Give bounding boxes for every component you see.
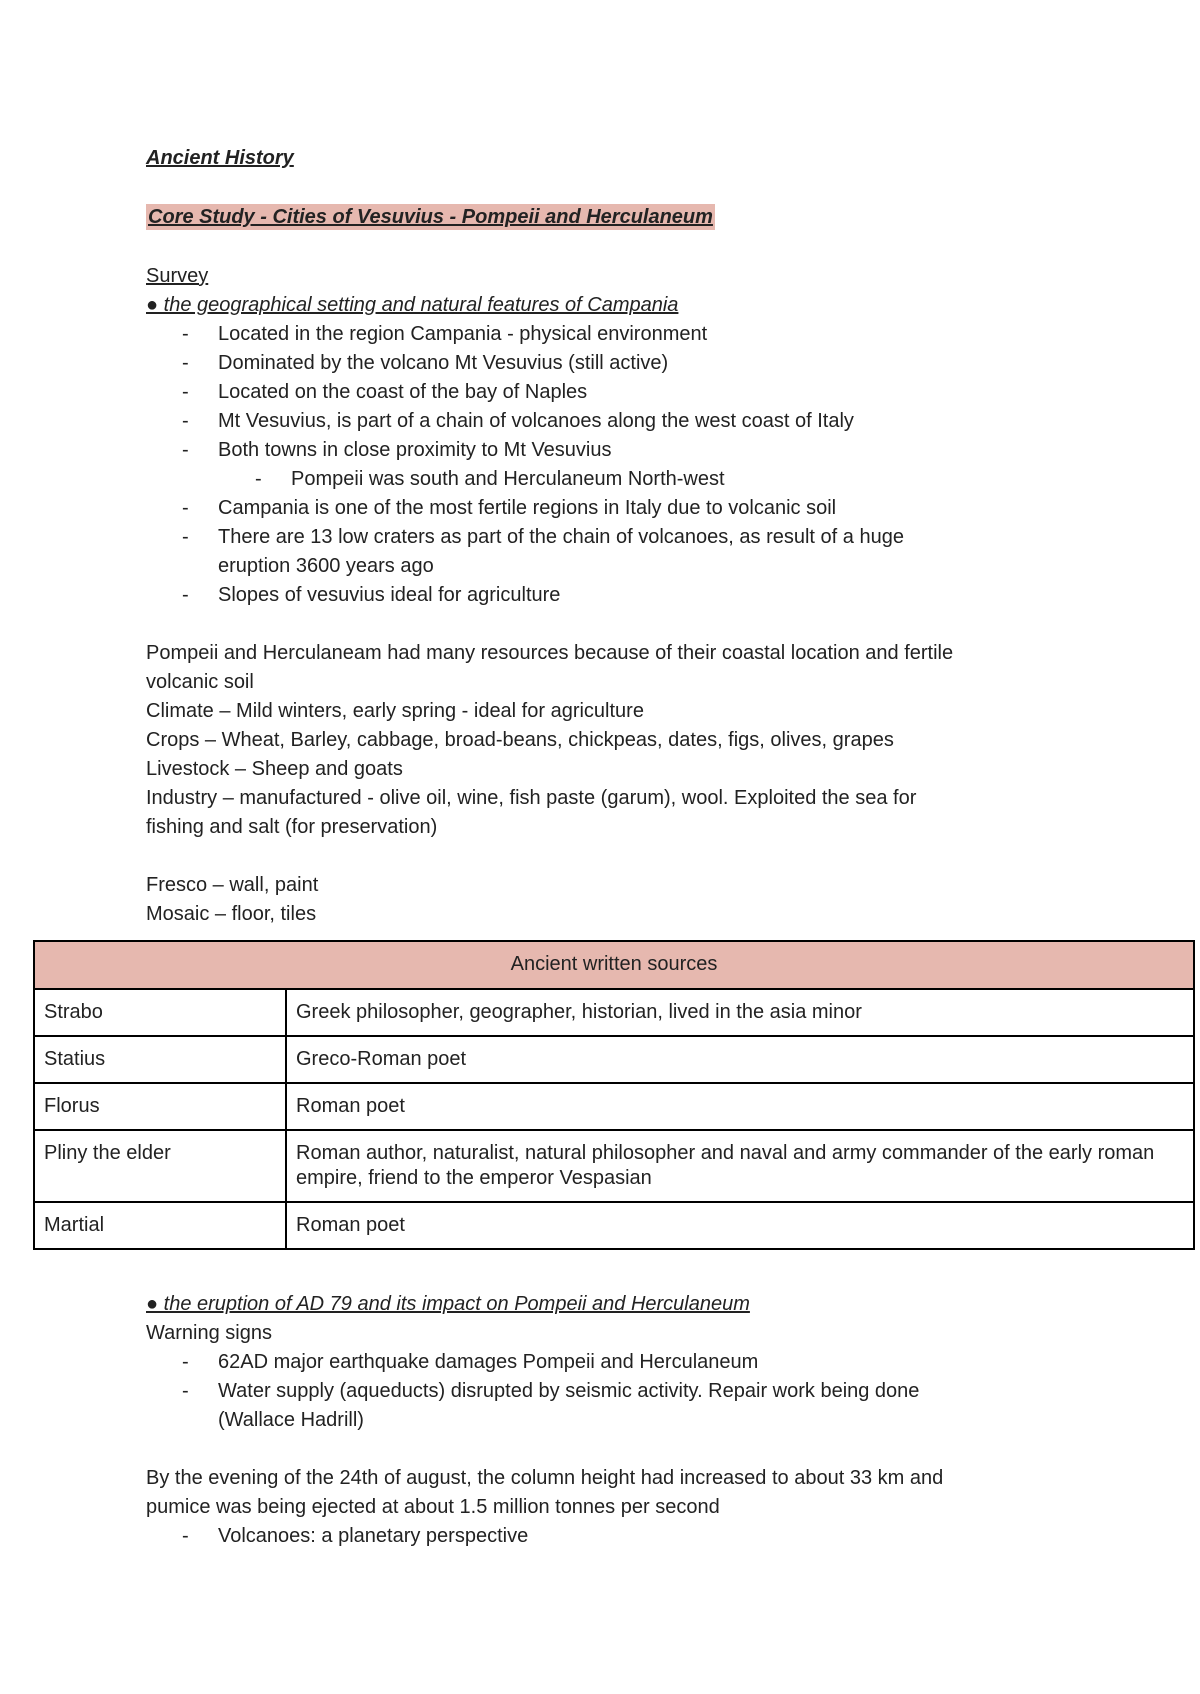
- core-study-title: Core Study - Cities of Vesuvius - Pompeii and Herculaneum: [148, 206, 713, 228]
- resources-paragraph: Pompeii and Herculaneam had many resources because of their coastal location and fertile volcanic soil Climate – Mild winters, early spring - ideal for agriculture Crops – Wheat, Barley, cabbage, broad-beans, chickpeas, dates, figs, olives, grapes Livestock – Sheep and goats Industry – manufactured - olive oil, wine, fish paste (garum), wool. Exploited the sea for fishing and salt (for preservation): [146, 642, 954, 838]
- core-study-block: [146, 203, 1046, 232]
- section2-heading: ● the eruption of AD 79 and its impact on Pompeii and Herculaneum: [146, 1293, 750, 1315]
- list-item: - Volcanoes: a planetary perspective: [146, 1522, 1046, 1551]
- dash-bullet-icon: -: [182, 526, 189, 548]
- subject-title: Ancient History: [146, 147, 294, 169]
- table-row: Strabo Greek philosopher, geographer, historian, lived in the asia minor: [34, 989, 1194, 1036]
- dash-bullet-icon: -: [182, 1351, 189, 1373]
- list-item: - Slopes of vesuvius ideal for agriculture: [146, 581, 1046, 610]
- table-row: Statius Greco-Roman poet: [34, 1036, 1194, 1083]
- dash-bullet-icon: -: [182, 497, 189, 519]
- dash-bullet-icon: -: [182, 381, 189, 403]
- dash-bullet-icon: -: [182, 410, 189, 432]
- header-block: [146, 144, 1046, 173]
- eruption-paragraph: By the evening of the 24th of august, the column height had increased to about 33 km and pumice was being ejected at about 1.5 million tonnes per second: [146, 1467, 944, 1518]
- dash-bullet-icon: -: [182, 1525, 189, 1547]
- list-item: - Both towns in close proximity to Mt Vesuvius: [146, 436, 1046, 465]
- list-item: - Located in the region Campania - physical environment: [146, 320, 1046, 349]
- warning-label: Warning signs: [146, 1322, 272, 1344]
- list-item: - 62AD major earthquake damages Pompeii and Herculaneum: [146, 1348, 1046, 1377]
- table-row: Pliny the elder Roman author, naturalist, natural philosopher and naval and army commander of the early roman empire, friend to the emperor Vespasian: [34, 1130, 1194, 1202]
- list-item: - Located on the coast of the bay of Naples: [146, 378, 1046, 407]
- list-item: - Water supply (aqueducts) disrupted by seismic activity. Repair work being done: [146, 1377, 1046, 1406]
- dash-bullet-icon: -: [182, 323, 189, 345]
- dash-bullet-icon: -: [182, 584, 189, 606]
- list-item-continuation: (Wallace Hadrill): [218, 1409, 364, 1431]
- list-item: - Mt Vesuvius, is part of a chain of volcanoes along the west coast of Italy: [146, 407, 1046, 436]
- section1-block: [146, 262, 1046, 929]
- dash-bullet-icon: -: [182, 352, 189, 374]
- list-item-continuation: eruption 3600 years ago: [218, 555, 434, 577]
- dash-bullet-icon: -: [255, 468, 262, 490]
- list-item-nested: - Pompeii was south and Herculaneum North-west: [146, 465, 1046, 494]
- section1-heading: ● the geographical setting and natural features of Campania: [146, 294, 679, 316]
- section2-block: [146, 1290, 1046, 1551]
- dash-bullet-icon: -: [182, 1380, 189, 1402]
- table-row: Martial Roman poet: [34, 1202, 1194, 1249]
- sources-table: [33, 940, 1195, 1250]
- table-header: Ancient written sources: [34, 941, 1194, 989]
- art-definitions: Fresco – wall, paint Mosaic – floor, tiles: [146, 874, 319, 925]
- table-row: Florus Roman poet: [34, 1083, 1194, 1130]
- dash-bullet-icon: -: [182, 439, 189, 461]
- survey-label: Survey: [146, 265, 209, 287]
- list-item: - Dominated by the volcano Mt Vesuvius (still active): [146, 349, 1046, 378]
- list-item: - There are 13 low craters as part of the chain of volcanoes, as result of a huge: [146, 523, 1046, 552]
- list-item: - Campania is one of the most fertile regions in Italy due to volcanic soil: [146, 494, 1046, 523]
